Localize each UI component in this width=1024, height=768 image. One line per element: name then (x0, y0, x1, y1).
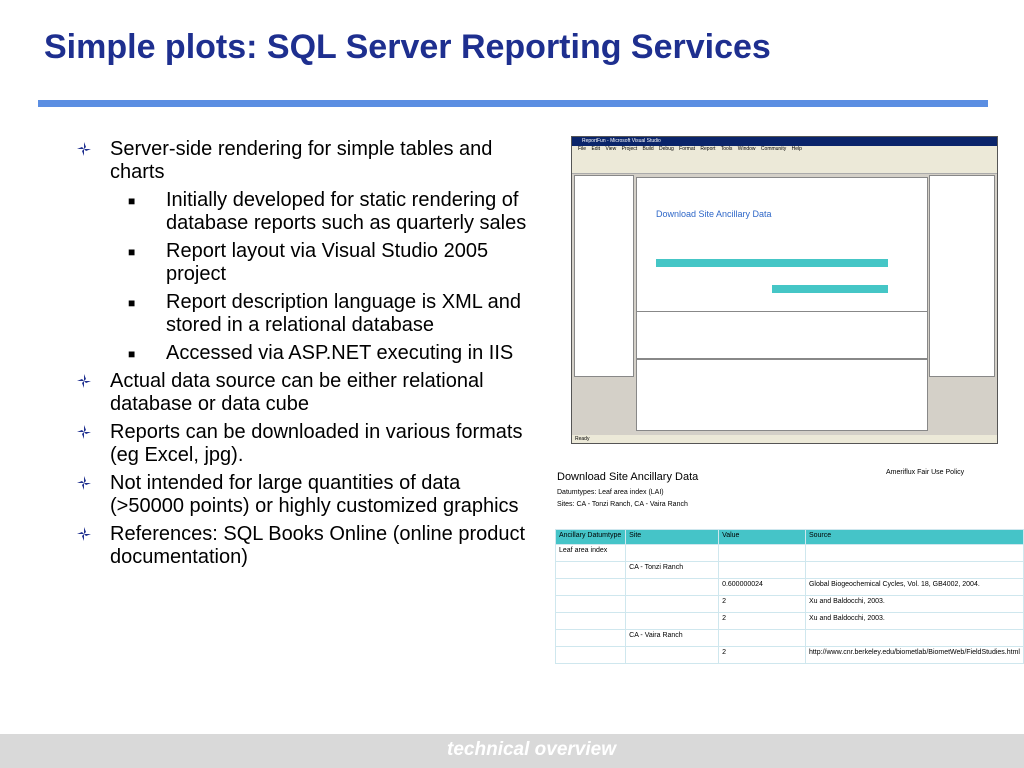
vs-datasets-pane (574, 175, 634, 377)
header-ancillary-datumtype: Ancillary Datumtype (556, 530, 626, 545)
table-row (556, 630, 1024, 647)
fair-use-policy-link[interactable]: Ameriflux Fair Use Policy (886, 469, 965, 476)
vs-table-detail-band (772, 285, 888, 293)
bullet-text: Actual data source can be either relational database or data cube (110, 370, 484, 415)
cell: Xu and Baldocchi, 2003. (805, 596, 1023, 613)
table-row (556, 613, 1024, 630)
sub-bullet-item (76, 291, 536, 337)
diamond-bullet-icon (76, 373, 92, 389)
vs-output-pane (636, 311, 928, 359)
slide-title: Simple plots: SQL Server Reporting Services (44, 28, 771, 66)
bullet-item (76, 523, 536, 569)
cell (556, 562, 626, 579)
sub-bullet-text: Accessed via ASP.NET executing in IIS (166, 342, 514, 364)
bullet-text: Server-side rendering for simple tables and charts (110, 138, 493, 183)
table-row (556, 596, 1024, 613)
diamond-bullet-icon (76, 141, 92, 157)
table-row (556, 579, 1024, 596)
bullet-list (76, 138, 536, 574)
report-table (555, 529, 1024, 664)
table-row (556, 545, 1024, 562)
cell: 2 (719, 596, 806, 613)
bullet-item (76, 370, 536, 416)
table-row (556, 647, 1024, 664)
cell: Xu and Baldocchi, 2003. (805, 613, 1023, 630)
cell (556, 630, 626, 647)
diamond-bullet-icon (76, 526, 92, 542)
cell: CA - Tonzi Ranch (626, 562, 719, 579)
cell: http://www.cnr.berkeley.edu/biometlab/BiometWeb/FieldStudies.html (805, 647, 1023, 664)
report-datumtypes: Datumtypes: Leaf area index (LAI) (557, 489, 664, 496)
cell (805, 630, 1023, 647)
cell: 2 (719, 647, 806, 664)
cell (626, 613, 719, 630)
vs-table-header-band (656, 259, 888, 267)
sub-bullet-text: Report layout via Visual Studio 2005 project (166, 240, 489, 285)
square-bullet-icon: ■ (128, 296, 136, 310)
cell: 0.600000024 (719, 579, 806, 596)
table-row (556, 562, 1024, 579)
sub-bullet-text: Report description language is XML and stored in a relational database (166, 291, 522, 336)
cell (805, 545, 1023, 562)
vs-solution-explorer (929, 175, 995, 377)
cell (556, 647, 626, 664)
square-bullet-icon: ■ (128, 245, 136, 259)
square-bullet-icon: ■ (128, 194, 136, 208)
footer-text: technical overview (447, 739, 616, 760)
header-site: Site (626, 530, 719, 545)
vs-properties-pane (636, 359, 928, 431)
cell (626, 545, 719, 562)
cell (626, 647, 719, 664)
diamond-bullet-icon (76, 475, 92, 491)
cell (719, 562, 806, 579)
sub-bullet-item (76, 240, 536, 286)
cell: 2 (719, 613, 806, 630)
visual-studio-screenshot (571, 136, 998, 444)
cell: Global Biogeochemical Cycles, Vol. 18, GB4002, 2004. (805, 579, 1023, 596)
bullet-item (76, 138, 536, 184)
vs-menu-bar: File Edit View Project Build Debug Format Report Tools Window Community Help (572, 146, 997, 153)
vs-toolbar (572, 153, 997, 174)
title-underline (38, 100, 988, 107)
cell (556, 613, 626, 630)
sub-bullet-item (76, 342, 536, 365)
cell (556, 579, 626, 596)
cell (719, 545, 806, 562)
report-sites: Sites: CA - Tonzi Ranch, CA - Vaira Ranch (557, 501, 688, 508)
bullet-item (76, 472, 536, 518)
cell: CA - Vaira Ranch (626, 630, 719, 647)
vs-status-bar: Ready (572, 435, 998, 443)
vs-report-title: Download Site Ancillary Data (656, 209, 772, 219)
sub-bullet-text: Initially developed for static rendering of database reports such as quarterly sales (166, 189, 527, 234)
bullet-text: Not intended for large quantities of data (>50000 points) or highly customized graphics (110, 472, 519, 517)
cell (556, 596, 626, 613)
cell (626, 579, 719, 596)
diamond-bullet-icon (76, 424, 92, 440)
cell: Leaf area index (556, 545, 626, 562)
cell (805, 562, 1023, 579)
table-header-row (556, 530, 1024, 545)
vs-title-bar: ReportFun - Microsoft Visual Studio (572, 137, 997, 146)
footer-bar (0, 734, 1024, 768)
sub-bullet-item (76, 189, 536, 235)
bullet-text: Reports can be downloaded in various formats (eg Excel, jpg). (110, 421, 523, 466)
header-value: Value (719, 530, 806, 545)
cell (626, 596, 719, 613)
header-source: Source (805, 530, 1023, 545)
bullet-item (76, 421, 536, 467)
square-bullet-icon: ■ (128, 347, 136, 361)
bullet-text: References: SQL Books Online (online product documentation) (110, 523, 526, 568)
cell (719, 630, 806, 647)
report-title: Download Site Ancillary Data (557, 471, 699, 483)
